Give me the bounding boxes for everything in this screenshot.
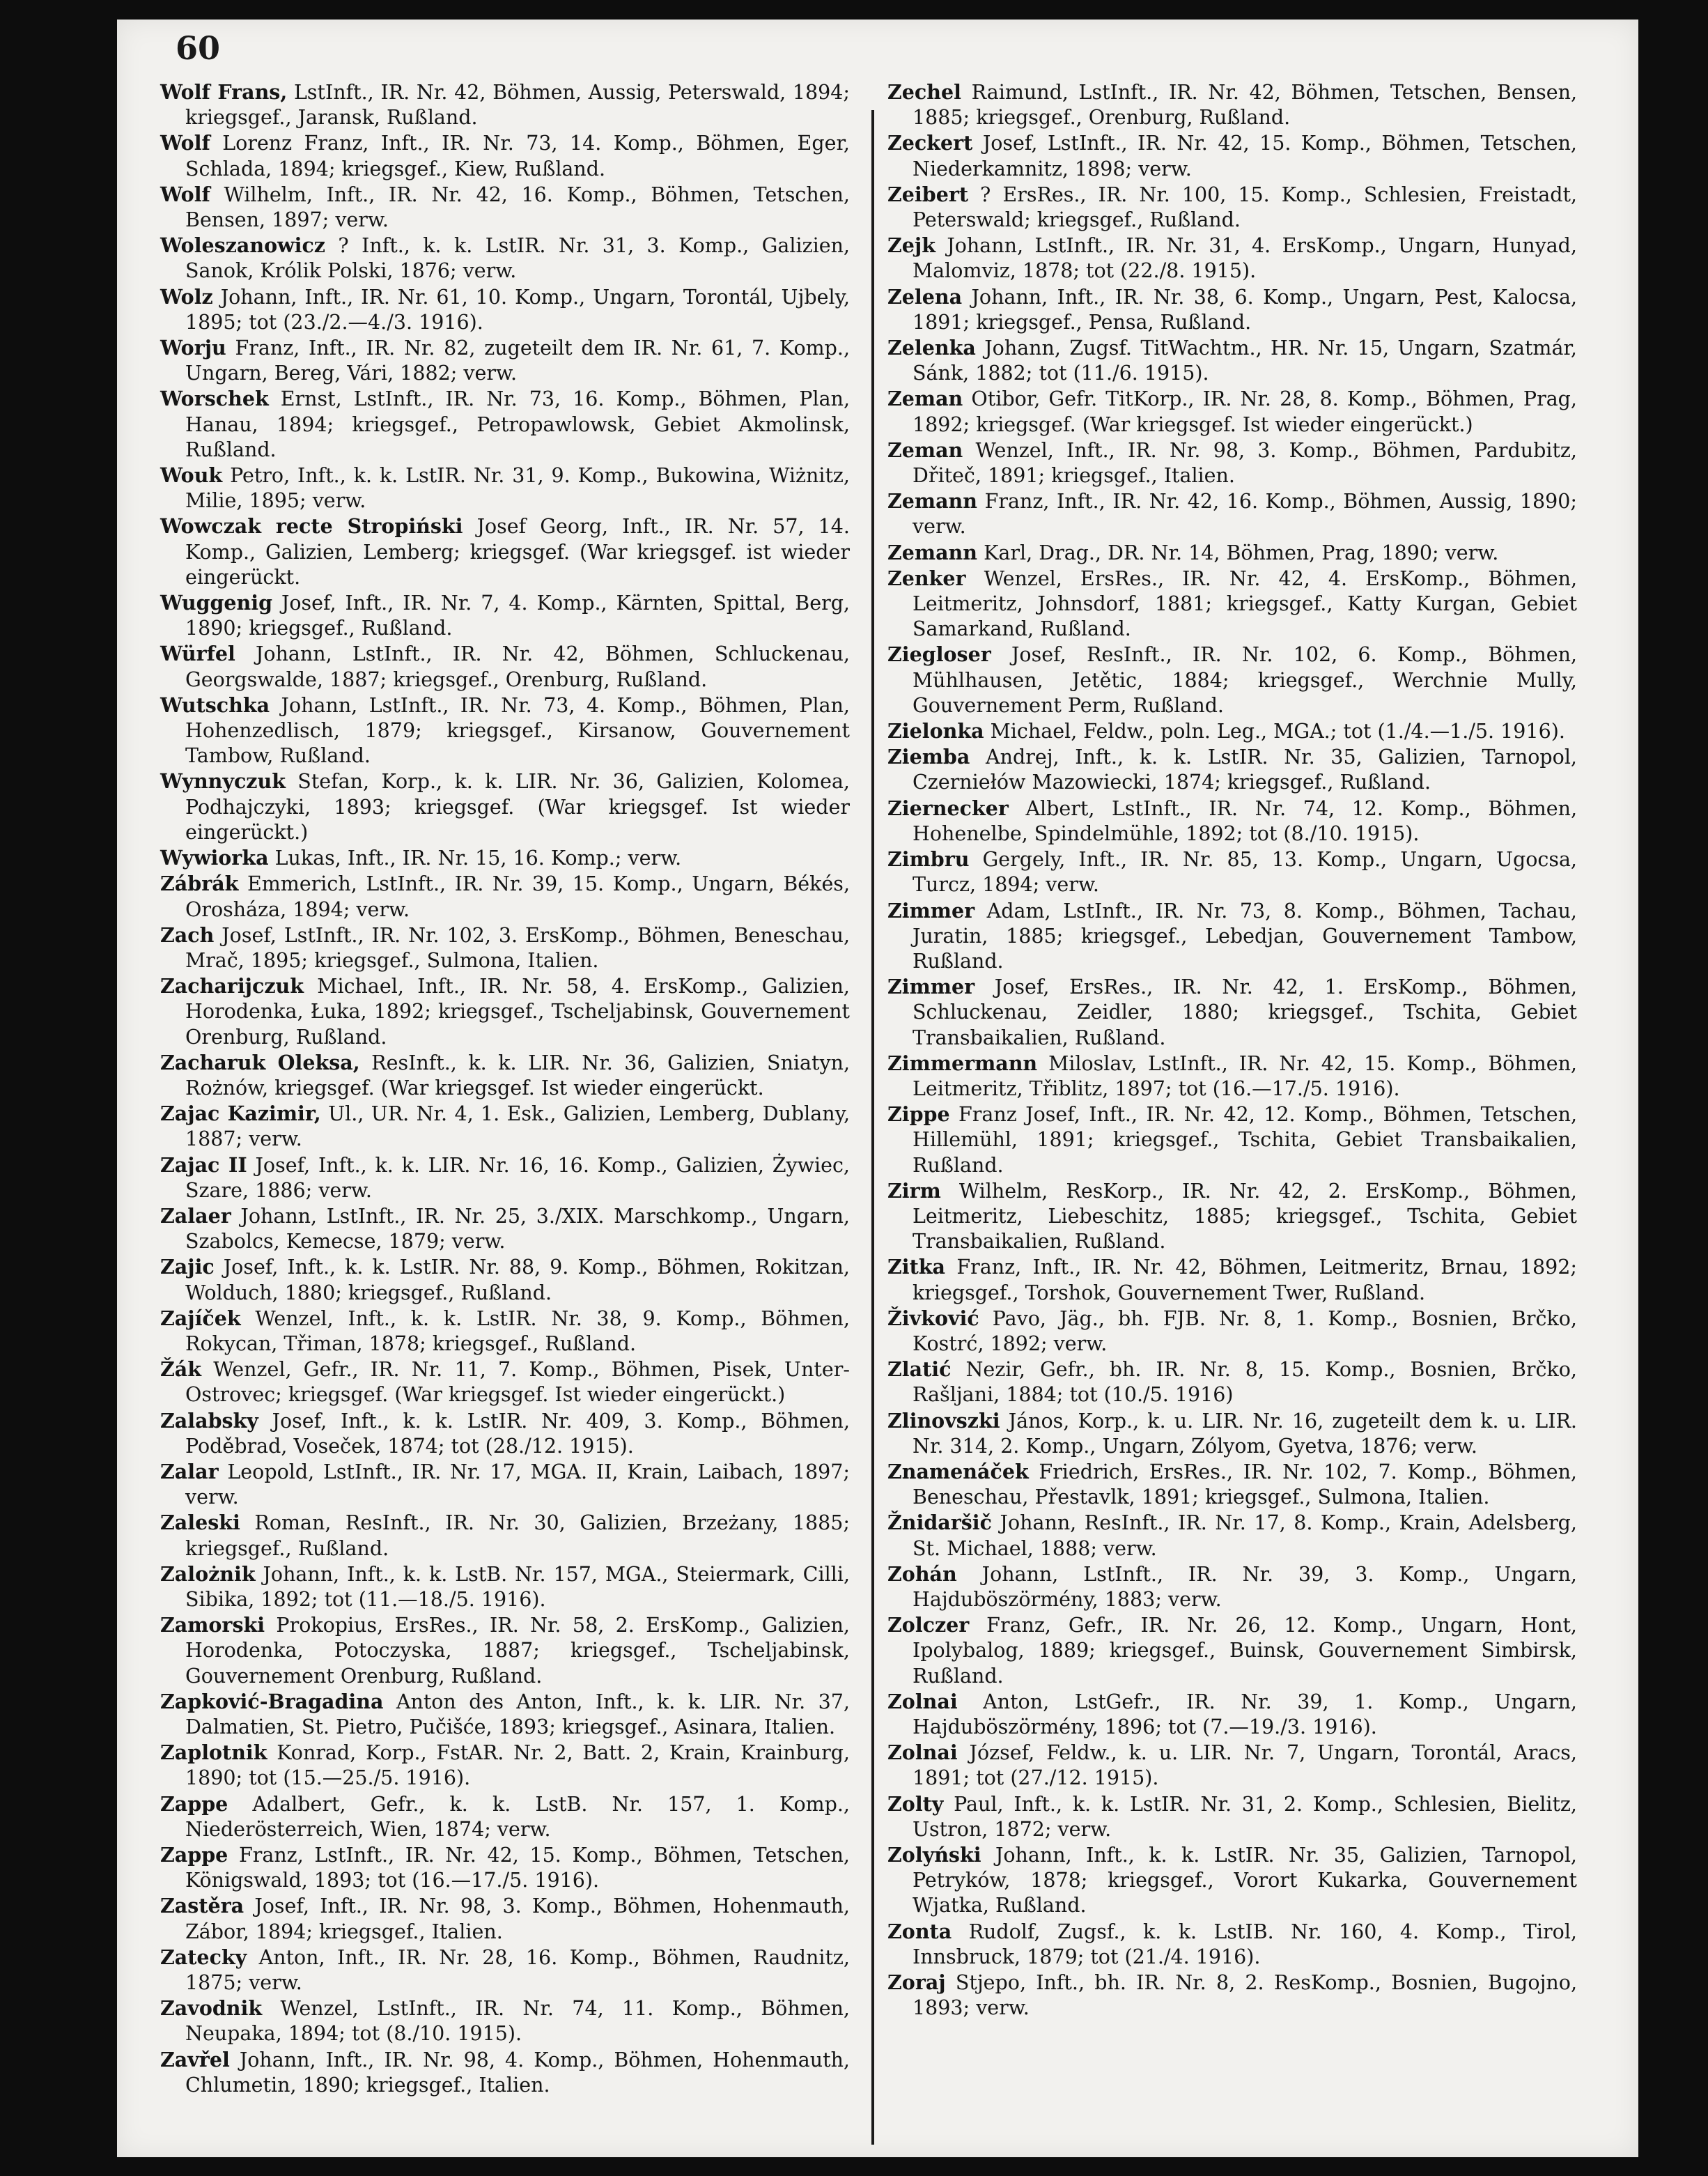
entry-details: Paul, Inft., k. k. LstIR. Nr. 31, 2. Komp., Schlesien, Bielitz, Ustron, 1872; verw.	[913, 1792, 1577, 1841]
entry-surname: Würfel	[160, 642, 235, 666]
entry-details: Johann, Zugsf. TitWachtm., HR. Nr. 15, Ungarn, Szatmár, Sánk, 1882; tot (11./6. 1915).	[913, 337, 1577, 385]
entry-details: Johann, Inft., IR. Nr. 61, 10. Komp., Ungarn, Torontál, Ujbely, 1895; tot (23./2.—4./3. 1916).	[185, 285, 850, 334]
entry-details: Josef, Inft., k. k. LIR. Nr. 16, 16. Komp., Galizien, Żywiec, Szare, 1886; verw.	[185, 1153, 850, 1202]
entry-surname: Živković	[887, 1306, 979, 1330]
entry-details: Wilhelm, ResKorp., IR. Nr. 42, 2. ErsKomp., Böhmen, Leitmeritz, Liebeschitz, 1885; kriegsgef., Tschita, Gebiet Transbaikalien, Rußland.	[913, 1179, 1577, 1253]
entry-surname: Wutschka	[160, 693, 270, 717]
entry-surname: Zejk	[887, 233, 935, 258]
entry-surname: Worju	[160, 336, 226, 360]
register-entry	[160, 514, 850, 590]
entry-surname: Zaleski	[160, 1511, 240, 1535]
register-entry	[887, 233, 1577, 284]
register-entry	[160, 1306, 850, 1357]
entry-surname: Zlatić	[887, 1357, 952, 1382]
entry-details: Adalbert, Gefr., k. k. LstB. Nr. 157, 1. Komp., Niederösterreich, Wien, 1874; verw.	[185, 1792, 850, 1841]
entry-details: Franz, Inft., IR. Nr. 82, zugeteilt dem IR. Nr. 61, 7. Komp., Ungarn, Bereg, Vári, 1882; verw.	[185, 337, 850, 385]
entry-details: Josef, ErsRes., IR. Nr. 42, 1. ErsKomp., Böhmen, Schluckenau, Zeidler, 1880; kriegsgef., Tschita, Gebiet Transbaikalien, Rußland.	[913, 975, 1577, 1049]
register-entry	[160, 1101, 850, 1152]
entry-details: Albert, LstInft., IR. Nr. 74, 12. Komp., Böhmen, Hohenelbe, Spindelmühle, 1892; tot (8./10. 1915).	[913, 796, 1577, 845]
entry-details: Wenzel, LstInft., IR. Nr. 74, 11. Komp., Böhmen, Neupaka, 1894; tot (8./10. 1915).	[185, 1997, 850, 2046]
entry-details: Nezir, Gefr., bh. IR. Nr. 8, 15. Komp., Bosnien, Brčko, Rašljani, 1884; tot (10./5. 1916)	[913, 1358, 1577, 1407]
register-entry	[887, 1689, 1577, 1740]
register-entry	[887, 386, 1577, 437]
entry-surname: Zenker	[887, 566, 966, 590]
left-column	[160, 79, 850, 2098]
entry-details: Johann, LstInft., IR. Nr. 39, 3. Komp., Ungarn, Hajduböszörmény, 1883; verw.	[913, 1562, 1577, 1611]
register-entry	[887, 130, 1577, 181]
entry-surname: Zimbru	[887, 847, 970, 872]
register-entry	[887, 79, 1577, 130]
entry-surname: Zalabsky	[160, 1408, 258, 1433]
entry-surname: Zacharuk Oleksa,	[160, 1050, 360, 1074]
right-column	[887, 79, 1577, 2021]
register-entry	[887, 1740, 1577, 1791]
entry-details: Anton, Inft., IR. Nr. 28, 16. Komp., Böhmen, Raudnitz, 1875; verw.	[185, 1945, 850, 1995]
entry-surname: Zolnai	[887, 1689, 958, 1713]
register-entry	[887, 1970, 1577, 2021]
register-entry	[160, 182, 850, 233]
column-divider	[871, 110, 874, 2145]
entry-surname: Zemann	[887, 540, 978, 564]
entry-surname: Zechel	[887, 80, 961, 104]
entry-details: Josef, Inft., k. k. LstIR. Nr. 88, 9. Komp., Böhmen, Rokitzan, Wolduch, 1880; kriegsgef., Rußland.	[185, 1256, 850, 1304]
entry-surname: Wolf Frans,	[160, 80, 288, 104]
entry-surname: Zacharijczuk	[160, 974, 304, 998]
register-entry	[160, 1893, 850, 1944]
entry-details: Wilhelm, Inft., IR. Nr. 42, 16. Komp., Böhmen, Tetschen, Bensen, 1897; verw.	[185, 183, 850, 232]
entry-details: ? ErsRes., IR. Nr. 100, 15. Komp., Schlesien, Freistadt, Peterswald; kriegsgef., Rußland.	[913, 183, 1577, 232]
register-entry	[160, 463, 850, 514]
register-entry	[160, 973, 850, 1050]
register-entry	[887, 182, 1577, 233]
entry-surname: Zolty	[887, 1791, 944, 1816]
entry-surname: Zlinovszki	[887, 1408, 1000, 1433]
entry-surname: Wolf	[160, 182, 210, 206]
entry-details: Johann, LstInft., IR. Nr. 25, 3./XIX. Marschkomp., Ungarn, Szabolcs, Kemecse, 1879; verw.	[185, 1204, 850, 1253]
entry-surname: Wynnyczuk	[160, 769, 286, 794]
register-entry	[887, 974, 1577, 1051]
entry-details: Josef Georg, Inft., IR. Nr. 57, 14. Komp., Galizien, Lemberg; kriegsgef. (War kriegsgef. ist wieder eingerückt.	[185, 515, 850, 589]
entry-details: Wenzel, Inft., IR. Nr. 98, 3. Komp., Böhmen, Pardubitz, Dřiteč, 1891; kriegsgef., Italien.	[913, 438, 1577, 488]
entry-surname: Zeibert	[887, 182, 969, 206]
entry-details: Adam, LstInft., IR. Nr. 73, 8. Komp., Böhmen, Tachau, Juratin, 1885; kriegsgef., Lebedjan, Gouvernement Tambow, Rußland.	[913, 899, 1577, 973]
register-entry	[160, 1357, 850, 1407]
register-entry	[887, 898, 1577, 975]
entry-details: József, Feldw., k. u. LIR. Nr. 7, Ungarn, Torontál, Aracs, 1891; tot (27./12. 1915).	[913, 1741, 1577, 1790]
register-entry	[887, 1357, 1577, 1407]
entry-details: Josef, ResInft., IR. Nr. 102, 6. Komp., Böhmen, Mühlhausen, Jetětic, 1884; kriegsgef., Werchnie Mully, Gouvernement Perm, Rußland.	[913, 643, 1577, 717]
entry-surname: Zolyński	[887, 1843, 981, 1867]
entry-details: Franz, LstInft., IR. Nr. 42, 15. Komp., Böhmen, Tetschen, Königswald, 1893; tot (16.—17./5. 1916).	[185, 1844, 850, 1892]
entry-surname: Zajac II	[160, 1152, 247, 1177]
entry-details: Konrad, Korp., FstAR. Nr. 2, Batt. 2, Krain, Krainburg, 1890; tot (15.—25./5. 1916).	[185, 1741, 850, 1790]
entry-surname: Zelenka	[887, 336, 976, 360]
register-entry	[160, 1050, 850, 1101]
entry-surname: Zavřel	[160, 2047, 230, 2071]
entry-details: Wenzel, ErsRes., IR. Nr. 42, 4. ErsKomp., Böhmen, Leitmeritz, Johnsdorf, 1881; kriegsgef., Katty Kurgan, Gebiet Samarkand, Rußland.	[913, 566, 1577, 641]
register-entry	[160, 1561, 850, 1612]
register-entry	[160, 693, 850, 769]
entry-details: Anton, LstGefr., IR. Nr. 39, 1. Komp., Ungarn, Hajduböszörmény, 1896; tot (7.—19./3. 1916).	[913, 1690, 1577, 1738]
register-entry	[160, 1740, 850, 1791]
register-entry	[160, 1945, 850, 1996]
register-entry	[887, 1459, 1577, 1510]
entry-details: Johann, Inft., k. k. LstB. Nr. 157, MGA., Steiermark, Cilli, Sibika, 1892; tot (11.—18./5. 1916).	[185, 1562, 850, 1611]
entry-details: Michael, Inft., IR. Nr. 58, 4. ErsKomp., Galizien, Horodenka, Łuka, 1892; kriegsgef., Tscheljabinsk, Gouvernement Orenburg, Rußland.	[185, 975, 850, 1049]
register-entry	[887, 1612, 1577, 1689]
entry-details: Josef, LstInft., IR. Nr. 102, 3. ErsKomp., Böhmen, Beneschau, Mrač, 1895; kriegsgef., Sulmona, Italien.	[185, 923, 850, 972]
register-entry	[160, 845, 850, 871]
entry-details: Franz, Gefr., IR. Nr. 26, 12. Komp., Ungarn, Hont, Ipolybalog, 1889; kriegsgef., Buinsk, Gouvernement Simbirsk, Rußland.	[913, 1614, 1577, 1688]
entry-surname: Zappe	[160, 1791, 228, 1816]
entry-details: Josef, Inft., k. k. LstIR. Nr. 409, 3. Komp., Böhmen, Poděbrad, Voseček, 1874; tot (28./12. 1915).	[185, 1409, 850, 1458]
register-entry	[160, 130, 850, 181]
entry-surname: Zippe	[887, 1102, 950, 1127]
register-entry	[160, 335, 850, 386]
register-entry	[160, 1689, 850, 1740]
entry-surname: Zappe	[160, 1843, 228, 1867]
entry-surname: Zoraj	[887, 1970, 946, 1995]
register-entry	[887, 1408, 1577, 1459]
register-entry	[887, 335, 1577, 386]
register-entry	[160, 1996, 850, 2046]
entry-surname: Zach	[160, 923, 215, 947]
entry-details: Michael, Feldw., poln. Leg., MGA.; tot (1./4.—1./5. 1916).	[984, 720, 1565, 743]
register-entry	[160, 284, 850, 335]
entry-surname: Zavodnik	[160, 1996, 263, 2021]
entry-surname: Zajíček	[160, 1306, 241, 1330]
register-entry	[160, 79, 850, 130]
entry-details: Johann, LstInft., IR. Nr. 31, 4. ErsKomp., Ungarn, Hunyad, Malomviz, 1878; tot (22./8. 1915).	[913, 234, 1577, 283]
entry-details: ResInft., k. k. LIR. Nr. 36, Galizien, Sniatyn, Rożnów, kriegsgef. (War kriegsgef. Ist wieder eingerückt.	[185, 1051, 851, 1099]
entry-details: Emmerich, LstInft., IR. Nr. 39, 15. Komp., Ungarn, Békés, Orosháza, 1894; verw.	[185, 872, 850, 921]
entry-details: Franz, Inft., IR. Nr. 42, Böhmen, Leitmeritz, Brnau, 1892; kriegsgef., Torshok, Gouvernement Twer, Rußland.	[913, 1256, 1577, 1304]
entry-surname: Zimmermann	[887, 1051, 1038, 1075]
entry-details: Josef, Inft., IR. Nr. 98, 3. Komp., Böhmen, Hohenmauth, Zábor, 1894; kriegsgef., Italien.	[185, 1895, 850, 1943]
entry-surname: Wowczak recte Stropiński	[160, 514, 463, 539]
entry-surname: Zirm	[887, 1178, 941, 1203]
register-entry	[160, 1152, 850, 1203]
entry-details: Josef, Inft., IR. Nr. 7, 4. Komp., Kärnten, Spittal, Berg, 1890; kriegsgef., Rußland.	[185, 592, 850, 640]
entry-surname: Zalaer	[160, 1203, 231, 1228]
entry-details: Stjepo, Inft., bh. IR. Nr. 8, 2. ResKomp., Bosnien, Bugojno, 1893; verw.	[913, 1971, 1577, 2020]
entry-details: János, Korp., k. u. LIR. Nr. 16, zugeteilt dem k. u. LIR. Nr. 314, 2. Komp., Ungarn, Zólyom, Gyetva, 1876; verw.	[913, 1409, 1577, 1458]
entry-details: Wenzel, Inft., k. k. LstIR. Nr. 38, 9. Komp., Böhmen, Rokycan, Třiman, 1878; kriegsgef., Rußland.	[185, 1306, 850, 1355]
register-entry	[887, 284, 1577, 335]
register-entry	[160, 2047, 850, 2098]
register-entry	[160, 1791, 850, 1842]
entry-surname: Zonta	[887, 1919, 952, 1943]
entry-surname: Zolnai	[887, 1741, 958, 1765]
entry-details: Leopold, LstInft., IR. Nr. 17, MGA. II, Krain, Laibach, 1897; verw.	[185, 1460, 850, 1509]
register-entry	[887, 744, 1577, 795]
entry-surname: Wywiorka	[160, 846, 269, 870]
entry-surname: Zastěra	[160, 1894, 244, 1918]
entry-surname: Zimmer	[887, 898, 975, 923]
entry-details: Stefan, Korp., k. k. LIR. Nr. 36, Galizien, Kolomea, Podhajczyki, 1893; kriegsgef. (War kriegsgef. Ist wieder eingerückt.)	[185, 770, 850, 844]
entry-surname: Zajac Kazimir,	[160, 1102, 321, 1126]
entry-surname: Zaplotnik	[160, 1741, 267, 1765]
entry-details: Anton des Anton, Inft., k. k. LIR. Nr. 37, Dalmatien, St. Pietro, Pučišće, 1893; kriegsgef., Asinara, Italien.	[185, 1690, 850, 1738]
register-entry	[887, 540, 1577, 566]
entry-details: Miloslav, LstInft., IR. Nr. 42, 15. Komp., Böhmen, Leitmeritz, Třiblitz, 1897; tot (16.—17./5. 1916).	[913, 1051, 1577, 1100]
register-entry	[887, 718, 1577, 744]
entry-surname: Zelena	[887, 284, 963, 309]
entry-details: Johann, Inft., IR. Nr. 98, 4. Komp., Böhmen, Hohenmauth, Chlumetin, 1890; kriegsgef., Italien.	[185, 2048, 850, 2097]
page-number: 60	[176, 29, 221, 67]
entry-surname: Ziegloser	[887, 642, 991, 667]
entry-details: Lukas, Inft., IR. Nr. 15, 16. Komp.; verw.	[268, 847, 682, 870]
register-entry	[887, 642, 1577, 718]
register-entry	[160, 871, 850, 922]
entry-details: Johann, Inft., k. k. LstIR. Nr. 35, Galizien, Tarnopol, Petryków, 1878; kriegsgef., Vorort Kukarka, Gouvernement Wjatka, Rußland.	[913, 1844, 1577, 1917]
register-entry	[887, 488, 1577, 539]
register-entry	[887, 1842, 1577, 1919]
entry-surname: Wuggenig	[160, 591, 273, 615]
entry-surname: Zalożnik	[160, 1561, 256, 1586]
register-entry	[887, 1102, 1577, 1178]
register-entry	[160, 1842, 850, 1893]
entry-details: Ul., UR. Nr. 4, 1. Esk., Galizien, Lemberg, Dublany, 1887; verw.	[185, 1102, 851, 1151]
register-entry	[887, 1178, 1577, 1255]
entry-surname: Znamenáček	[887, 1459, 1029, 1483]
entry-surname: Zimmer	[887, 975, 975, 999]
entry-surname: Wolz	[160, 284, 213, 309]
entry-details: Petro, Inft., k. k. LstIR. Nr. 31, 9. Komp., Bukowina, Wiżnitz, Milie, 1895; verw.	[185, 464, 850, 513]
entry-surname: Zeman	[887, 387, 963, 411]
register-entry	[160, 1203, 850, 1254]
entry-details: Otibor, Gefr. TitKorp., IR. Nr. 28, 8. Komp., Böhmen, Prag, 1892; kriegsgef. (War kriegsgef. Ist wieder eingerückt.)	[913, 387, 1577, 436]
entry-details: Friedrich, ErsRes., IR. Nr. 102, 7. Komp., Böhmen, Beneschau, Přestavlk, 1891; kriegsgef., Sulmona, Italien.	[913, 1460, 1577, 1509]
entry-surname: Zatecky	[160, 1945, 247, 1969]
entry-surname: Zohán	[887, 1561, 957, 1586]
entry-surname: Zábrák	[160, 872, 239, 896]
document-page	[117, 20, 1638, 2157]
entry-details: Roman, ResInft., IR. Nr. 30, Galizien, Brzeżany, 1885; kriegsgef., Rußland.	[185, 1511, 850, 1560]
entry-details: Franz Josef, Inft., IR. Nr. 42, 12. Komp., Böhmen, Tetschen, Hillemühl, 1891; kriegsgef., Tschita, Gebiet Transbaikalien, Rußland.	[913, 1103, 1577, 1177]
register-entry	[887, 1051, 1577, 1102]
register-entry	[160, 1459, 850, 1510]
entry-details: Josef, LstInft., IR. Nr. 42, 15. Komp., Böhmen, Tetschen, Niederkamnitz, 1898; verw.	[913, 132, 1577, 180]
entry-surname: Zielonka	[887, 719, 984, 743]
entry-surname: Žnidaršič	[887, 1511, 992, 1535]
register-entry	[160, 923, 850, 973]
entry-details: Johann, LstInft., IR. Nr. 73, 4. Komp., Böhmen, Plan, Hohenzedlisch, 1879; kriegsgef., Kirsanow, Gouvernement Tambow, Rußland.	[185, 693, 850, 768]
entry-surname: Wolf	[160, 131, 210, 155]
entry-details: Pavo, Jäg., bh. FJB. Nr. 8, 1. Komp., Bosnien, Brčko, Kostrć, 1892; verw.	[913, 1306, 1577, 1355]
entry-details: Ernst, LstInft., IR. Nr. 73, 16. Komp., Böhmen, Plan, Hanau, 1894; kriegsgef., Petropawlowsk, Gebiet Akmolinsk, Rußland.	[185, 387, 850, 461]
entry-surname: Wouk	[160, 463, 223, 488]
entry-details: Gergely, Inft., IR. Nr. 85, 13. Komp., Ungarn, Ugocsa, Turcz, 1894; verw.	[913, 848, 1577, 897]
register-entry	[887, 438, 1577, 488]
register-entry	[160, 769, 850, 845]
entry-surname: Zolczer	[887, 1613, 970, 1637]
register-entry	[160, 641, 850, 692]
entry-surname: Zeckert	[887, 131, 973, 155]
register-entry	[887, 1254, 1577, 1305]
register-entry	[160, 1254, 850, 1305]
register-entry	[160, 1408, 850, 1459]
entry-details: Rudolf, Zugsf., k. k. LstIB. Nr. 160, 4. Komp., Tirol, Innsbruck, 1879; tot (21./4. 1916).	[913, 1920, 1577, 1968]
entry-details: Johann, Inft., IR. Nr. 38, 6. Komp., Ungarn, Pest, Kalocsa, 1891; kriegsgef., Pensa, Rußland.	[913, 285, 1577, 334]
register-entry	[160, 1612, 850, 1689]
register-entry	[160, 590, 850, 641]
entry-surname: Worschek	[160, 387, 269, 411]
register-entry	[887, 1791, 1577, 1842]
entry-surname: Zitka	[887, 1255, 946, 1279]
entry-details: LstInft., IR. Nr. 42, Böhmen, Aussig, Peterswald, 1894; kriegsgef., Jaransk, Rußland.	[185, 81, 850, 130]
entry-surname: Zamorski	[160, 1613, 265, 1637]
register-entry	[887, 847, 1577, 897]
entry-surname: Ziernecker	[887, 796, 1009, 820]
register-entry	[887, 1510, 1577, 1561]
register-entry	[887, 1561, 1577, 1612]
entry-details: Johann, LstInft., IR. Nr. 42, Böhmen, Schluckenau, Georgswalde, 1887; kriegsgef., Orenburg, Rußland.	[185, 642, 850, 691]
entry-surname: Zemann	[887, 489, 978, 514]
entry-surname: Zajic	[160, 1255, 215, 1279]
register-entry	[160, 386, 850, 463]
register-entry	[160, 233, 850, 284]
entry-details: ? Inft., k. k. LstIR. Nr. 31, 3. Komp., Galizien, Sanok, Królik Polski, 1876; verw.	[185, 234, 850, 283]
register-entry	[887, 1306, 1577, 1357]
register-entry	[887, 796, 1577, 847]
register-entry	[160, 1510, 850, 1561]
entry-details: Prokopius, ErsRes., IR. Nr. 58, 2. ErsKomp., Galizien, Horodenka, Potoczyska, 1887; kriegsgef., Tscheljabinsk, Gouvernement Orenburg, Rußland.	[185, 1614, 850, 1688]
entry-details: Karl, Drag., DR. Nr. 14, Böhmen, Prag, 1890; verw.	[977, 541, 1499, 564]
register-entry	[887, 1919, 1577, 1970]
entry-surname: Zalar	[160, 1459, 219, 1483]
entry-details: Johann, ResInft., IR. Nr. 17, 8. Komp., Krain, Adelsberg, St. Michael, 1888; verw.	[913, 1511, 1577, 1560]
entry-details: Raimund, LstInft., IR. Nr. 42, Böhmen, Tetschen, Bensen, 1885; kriegsgef., Orenburg, Rußland.	[913, 81, 1577, 130]
entry-details: Wenzel, Gefr., IR. Nr. 11, 7. Komp., Böhmen, Pisek, Unter-Ostrovec; kriegsgef. (War kriegsgef. Ist wieder eingerückt.)	[185, 1358, 850, 1407]
entry-surname: Zeman	[887, 438, 963, 462]
entry-surname: Woleszanowicz	[160, 233, 325, 258]
entry-surname: Ziemba	[887, 745, 970, 769]
entry-surname: Žák	[160, 1357, 202, 1382]
entry-details: Andrej, Inft., k. k. LstIR. Nr. 35, Galizien, Tarnopol, Czerniełów Mazowiecki, 1874; kriegsgef., Rußland.	[913, 746, 1577, 794]
entry-surname: Zapković-Bragadina	[160, 1689, 384, 1713]
entry-details: Lorenz Franz, Inft., IR. Nr. 73, 14. Komp., Böhmen, Eger, Schlada, 1894; kriegsgef., Kiew, Rußland.	[185, 132, 850, 180]
entry-details: Franz, Inft., IR. Nr. 42, 16. Komp., Böhmen, Aussig, 1890; verw.	[913, 490, 1577, 539]
register-entry	[887, 566, 1577, 642]
